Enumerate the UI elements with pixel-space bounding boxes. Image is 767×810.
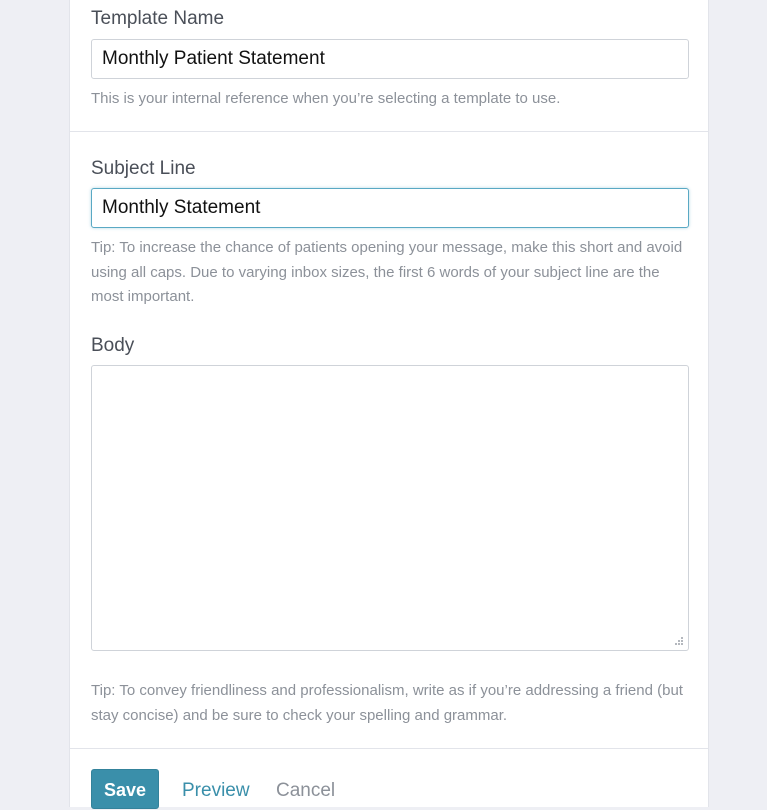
save-button[interactable]: Save <box>91 769 159 809</box>
footer-divider <box>70 748 708 749</box>
template-name-help: This is your internal reference when you’re selecting a template to use. <box>91 90 561 107</box>
body-help: Tip: To convey friendliness and professionalism, write as if you’re addressing a friend (but stay concise) and be sure to check your spelling and grammar. <box>91 682 683 724</box>
subject-line-input[interactable] <box>91 188 689 228</box>
resize-grip-icon[interactable] <box>674 636 684 646</box>
template-name-label: Template Name <box>91 8 225 29</box>
template-name-input[interactable] <box>91 39 689 79</box>
subject-line-label: Subject Line <box>91 158 196 179</box>
subject-line-help: Tip: To increase the chance of patients opening your message, make this short and avoid using all caps. Due to varying inbox sizes, the first 6 words of your subject line are the most important. <box>91 239 683 305</box>
preview-link[interactable]: Preview <box>182 780 250 801</box>
cancel-link[interactable]: Cancel <box>276 780 336 801</box>
section-divider <box>70 131 708 132</box>
template-form-panel <box>69 0 709 807</box>
body-label: Body <box>91 335 135 356</box>
body-textarea[interactable] <box>91 365 689 651</box>
